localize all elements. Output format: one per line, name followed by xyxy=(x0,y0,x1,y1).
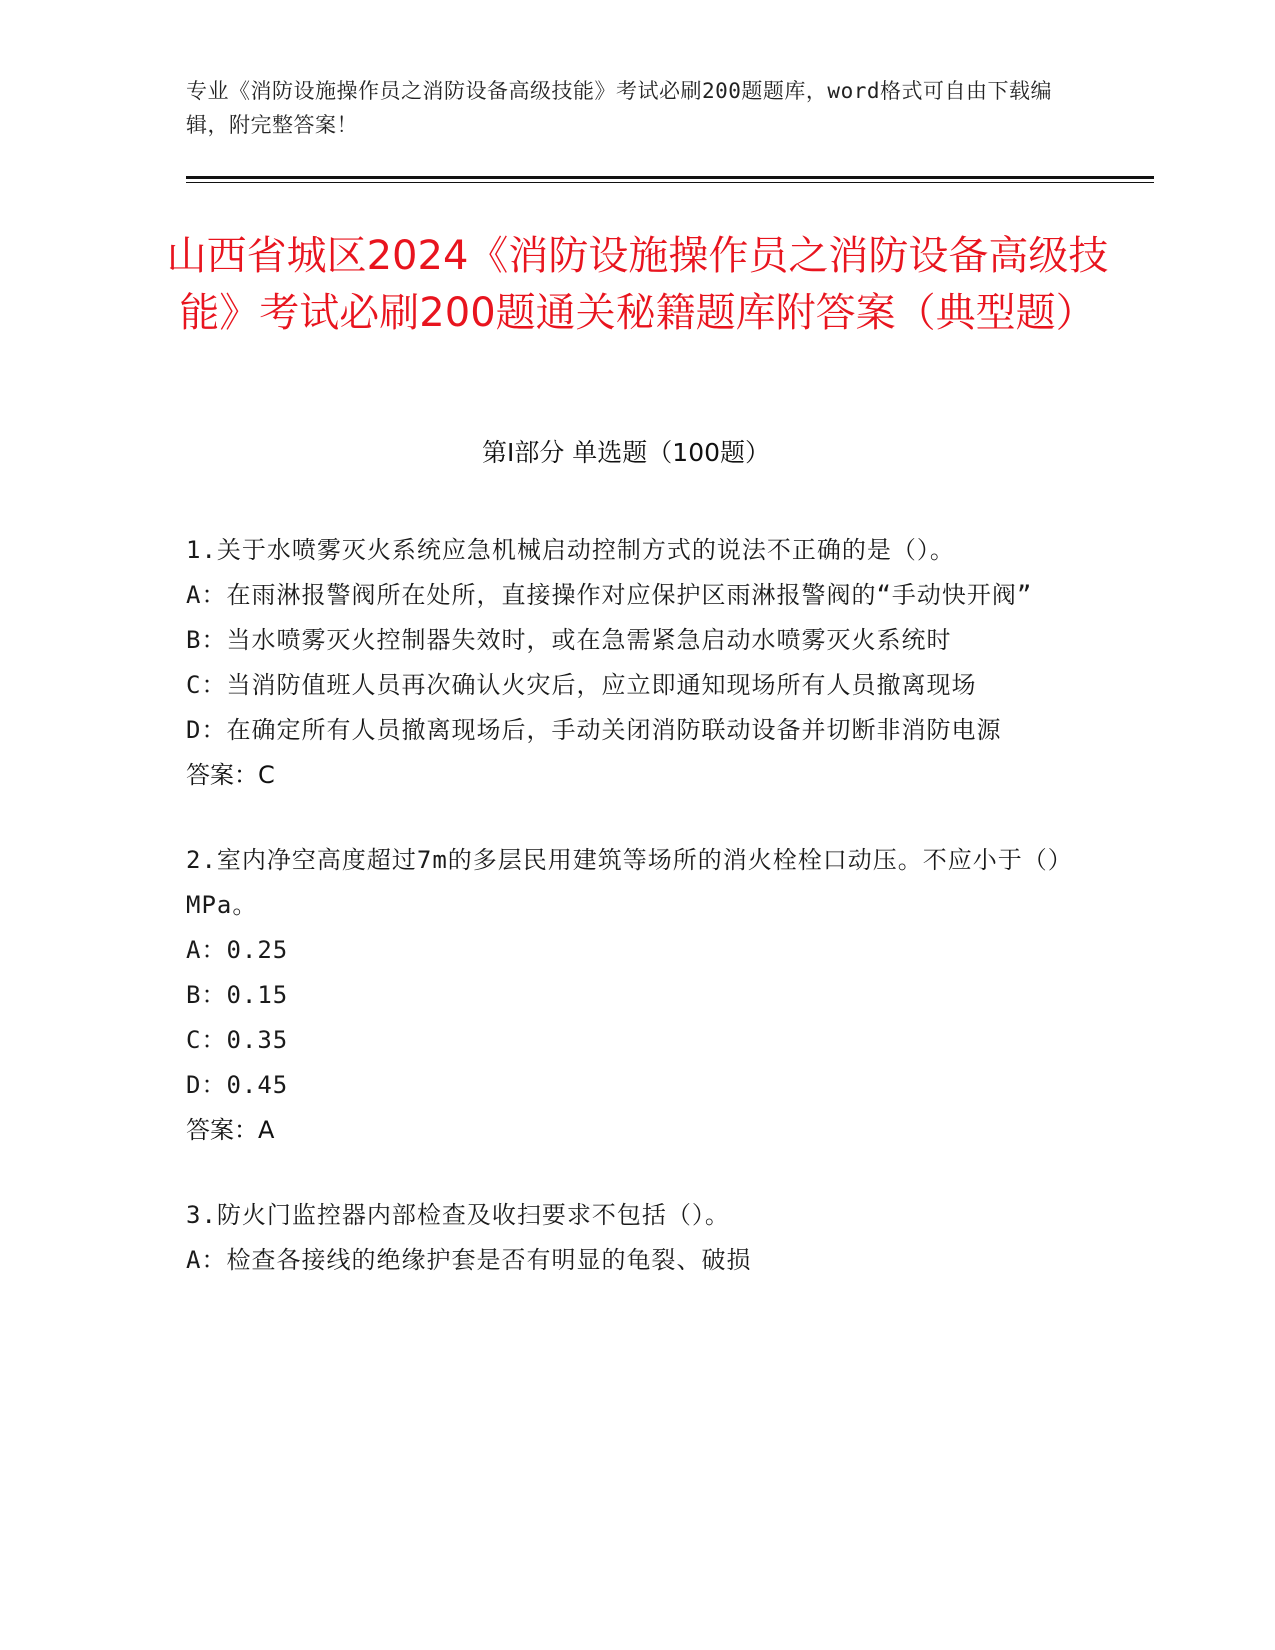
question-option-d: D：0.45 xyxy=(186,1071,289,1099)
question-option-b: B：0.15 xyxy=(186,981,289,1009)
question-option-c: C：0.35 xyxy=(186,1026,289,1054)
header-rule-thick xyxy=(186,176,1154,179)
question-stem: 3.防火门监控器内部检查及收扫要求不包括（）。 xyxy=(186,1201,730,1229)
header-rule-thin xyxy=(186,182,1154,183)
question-list xyxy=(186,528,1066,1323)
header-note: 专业《消防设施操作员之消防设备高级技能》考试必刷200题题库，word格式可自由下载编辑，附完整答案！ xyxy=(186,79,1052,137)
question-option-a: A：0.25 xyxy=(186,936,289,964)
question-stem: 1.关于水喷雾灭火系统应急机械启动控制方式的说法不正确的是（）。 xyxy=(186,536,955,564)
question-option-c: C：当消防值班人员再次确认火灾后，应立即通知现场所有人员撤离现场 xyxy=(186,671,977,699)
question-answer: 答案：A xyxy=(186,1116,275,1144)
question-option-a: A：在雨淋报警阀所在处所，直接操作对应保护区雨淋报警阀的“手动快开阀” xyxy=(186,581,1033,609)
question-2 xyxy=(186,838,1066,1153)
question-stem: 2.室内净空高度超过7m的多层民用建筑等场所的消火栓栓口动压。不应小于（）MPa。 xyxy=(186,846,1061,919)
question-3 xyxy=(186,1193,1066,1283)
section-title: 第I部分 单选题（100题） xyxy=(481,438,771,467)
document-title: 山西省城区2024《消防设施操作员之消防设备高级技能》考试必刷200题通关秘籍题库附答案（典型题） xyxy=(166,233,1109,336)
question-option-b: B：当水喷雾灭火控制器失效时，或在急需紧急启动水喷雾灭火系统时 xyxy=(186,626,952,654)
question-option-a: A：检查各接线的绝缘护套是否有明显的龟裂、破损 xyxy=(186,1246,752,1274)
question-answer: 答案：C xyxy=(186,761,275,789)
question-1 xyxy=(186,528,1066,798)
question-option-d: D：在确定所有人员撤离现场后，手动关闭消防联动设备并切断非消防电源 xyxy=(186,716,1002,744)
